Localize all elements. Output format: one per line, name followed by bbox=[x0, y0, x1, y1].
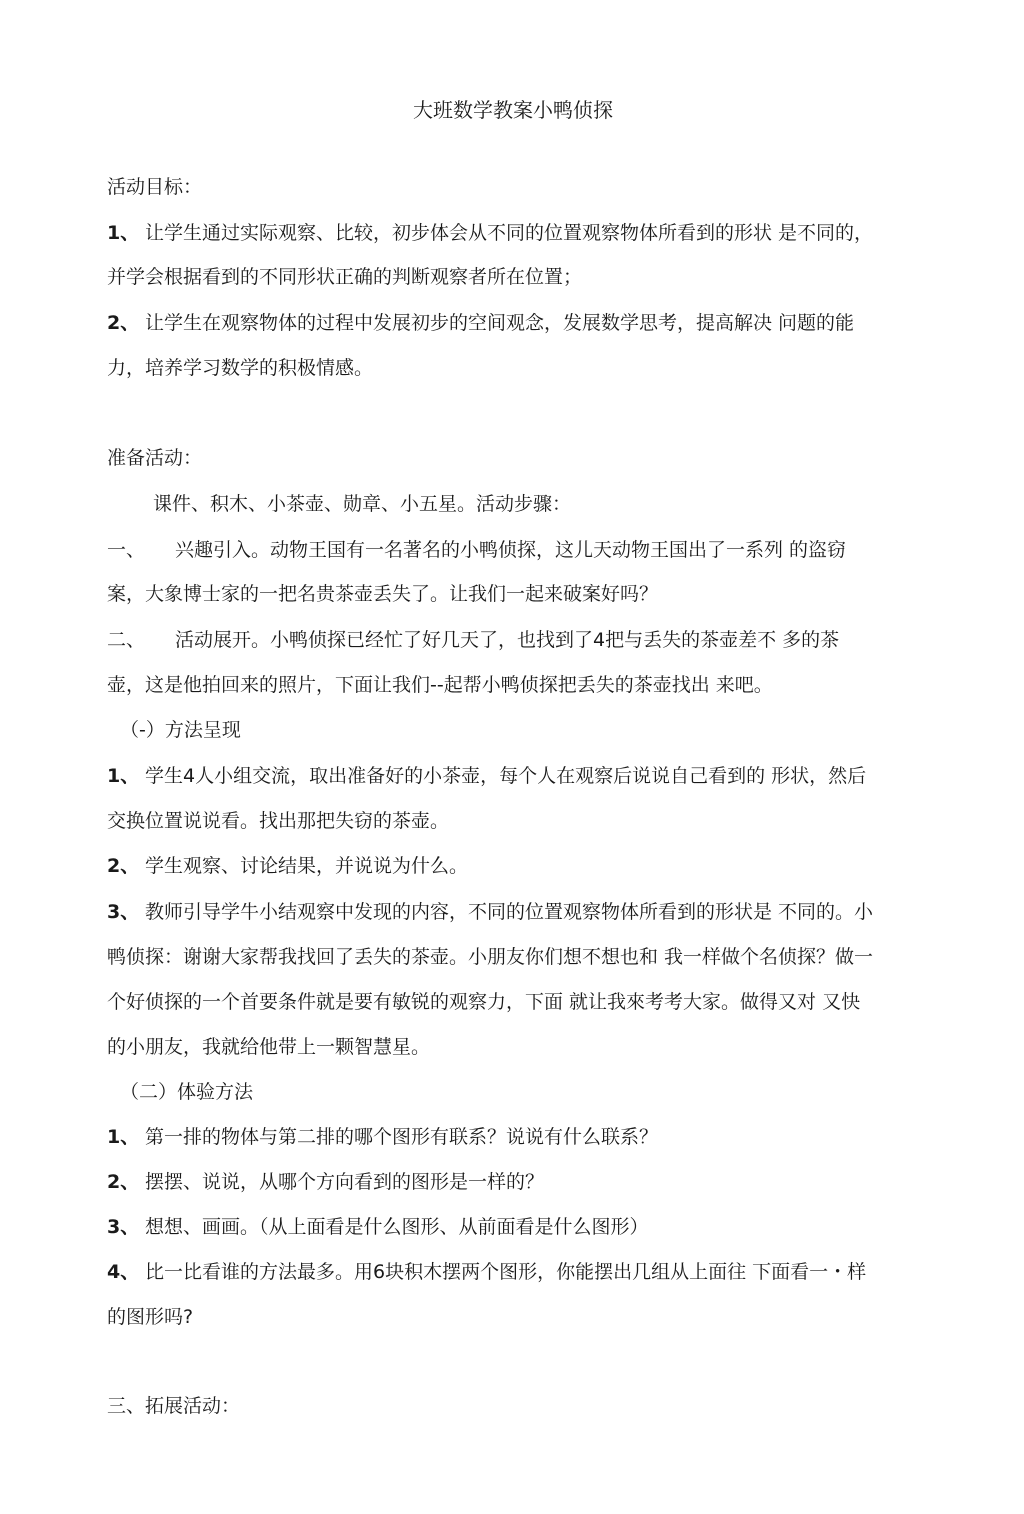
method-2-item-1-text: 第一排的物体与第二排的哪个图形有联系？说说有什么联系？ bbox=[145, 1126, 659, 1148]
method-1-item-3-line-2: 鸭侦探：谢谢大家帮我找回了丢失的茶壶。小朋友你们想不想也和 我一样做个名侦探？做一 bbox=[107, 946, 874, 968]
method-2-item-2-text: 摆摆、说说，从哪个方向看到的图形是一样的？ bbox=[145, 1171, 545, 1193]
materials: 课件、积木、小茶壶、勋章、小五星。活动步骤： bbox=[153, 493, 572, 515]
method-2-item-3 bbox=[107, 1214, 649, 1240]
method-1-item-3-text: 教师引导学牛小结观察中发现的内容，不同的位置观察物体所看到的形状是 不同的。小 bbox=[145, 901, 874, 923]
goals-heading: 活动目标： bbox=[107, 176, 203, 198]
step-2-continued: 壶，这是他拍回来的照片，下面让我们--起帮小鸭侦探把丢失的茶壶找出 来吧。 bbox=[107, 674, 773, 696]
method-2-item-2-number: 2、 bbox=[107, 1171, 140, 1193]
method-2-item-3-number: 3、 bbox=[107, 1216, 140, 1238]
goal-1-text: 让学生通过实际观察、比较，初步体会从不同的位置观察物体所看到的形状 是不同的， bbox=[145, 222, 874, 244]
method-2-heading: （二）体验方法 bbox=[120, 1081, 254, 1103]
goal-2-continued: 力，培养学习数学的积极情感。 bbox=[107, 357, 374, 379]
method-1-item-1 bbox=[107, 763, 866, 789]
step-3-heading: 三、拓展活动： bbox=[107, 1395, 241, 1417]
method-2-item-4-number: 4、 bbox=[107, 1261, 140, 1283]
step-1 bbox=[107, 537, 846, 563]
step-2 bbox=[107, 627, 839, 653]
prep-heading: 准备活动： bbox=[107, 447, 203, 469]
step-2-text: 活动展开。小鸭侦探已经忙了好几天了，也找到了4把与丢失的茶壶差不 多的茶 bbox=[175, 629, 840, 651]
method-1-item-2 bbox=[107, 853, 468, 879]
method-1-item-3 bbox=[107, 899, 873, 925]
page-title: 大班数学教案小鸭侦探 bbox=[413, 98, 613, 122]
goal-2-text: 让学生在观察物体的过程中发展初步的空间观念，发展数学思考，提高解决 问题的能 bbox=[145, 312, 855, 334]
method-2-item-1 bbox=[107, 1124, 658, 1150]
goal-2-number: 2、 bbox=[107, 312, 140, 334]
step-2-number: 二、 bbox=[107, 629, 146, 651]
step-1-number: 一、 bbox=[107, 539, 146, 561]
step-1-text: 兴趣引入。动物王国有一名著名的小鸭侦探，这儿天动物王国出了一系列 的盗窃 bbox=[175, 539, 847, 561]
method-1-item-1-number: 1、 bbox=[107, 765, 140, 787]
method-1-heading: （-）方法呈现 bbox=[120, 719, 241, 741]
goal-2 bbox=[107, 310, 854, 336]
method-1-item-2-number: 2、 bbox=[107, 855, 140, 877]
method-2-item-4 bbox=[107, 1259, 866, 1285]
method-1-item-3-number: 3、 bbox=[107, 901, 140, 923]
method-2-item-1-number: 1、 bbox=[107, 1126, 140, 1148]
method-2-item-4-text: 比一比看谁的方法最多。用6块积木摆两个图形，你能摆出几组从上面往 下面看一・样 bbox=[145, 1261, 867, 1283]
method-2-item-4-continued: 的图形吗? bbox=[107, 1306, 194, 1328]
method-2-item-3-text: 想想、画画。（从上面看是什么图形、从前面看是什么图形） bbox=[145, 1216, 649, 1238]
method-1-item-2-text: 学生观察、讨论结果，并说说为什么。 bbox=[145, 855, 469, 877]
goal-1 bbox=[107, 220, 873, 246]
goal-1-continued: 并学会根据看到的不同形状正确的判断观察者所在位置； bbox=[107, 266, 583, 288]
step-1-continued: 案，大象博士家的一把名贵茶壶丢失了。让我们一起来破案好吗？ bbox=[107, 583, 659, 605]
method-2-item-2 bbox=[107, 1169, 544, 1195]
method-1-item-1-text: 学生4人小组交流，取出准备好的小茶壶，每个人在观察后说说自己看到的 形状，然后 bbox=[145, 765, 867, 787]
method-1-item-1-continued: 交换位置说说看。找出那把失窃的茶壶。 bbox=[107, 810, 450, 832]
goal-1-number: 1、 bbox=[107, 222, 140, 244]
method-1-item-3-line-3: 个好侦探的一个首要条件就是要有敏锐的观察力，下面 就让我來考考大家。做得又对 又快 bbox=[107, 991, 861, 1013]
method-1-item-3-line-4: 的小朋友，我就给他带上一颗智慧星。 bbox=[107, 1036, 431, 1058]
